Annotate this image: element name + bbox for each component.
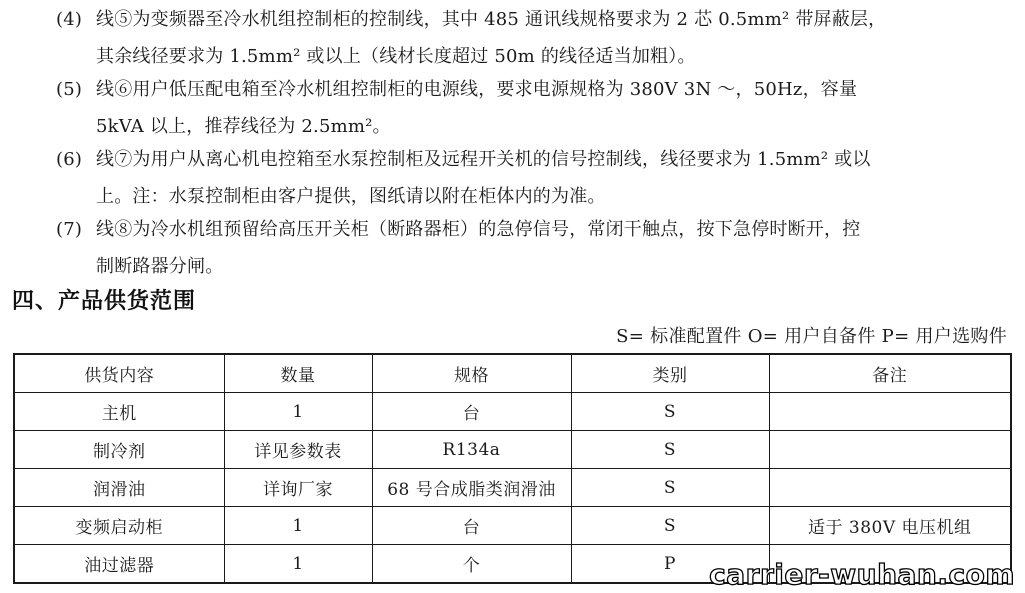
table-row [14,507,1011,545]
item-text-line2: 制断路器分闸。 [96,256,224,277]
table-cell: S [571,507,769,545]
table-cell: S [571,469,769,507]
table-row [14,393,1011,431]
item-number: (5) [56,79,83,100]
table-header-row [14,354,1011,393]
header-cell-content: 供货内容 [14,354,224,393]
table-cell: 详见参数表 [224,431,372,469]
item-text-line1: 线⑧为冷水机组预留给高压开关柜（断路器柜）的急停信号，常闭干触点，按下急停时断开，控 [96,219,861,240]
item-number: (6) [56,149,83,170]
table-cell: 68 号合成脂类润滑油 [372,469,571,507]
header-cell-remarks: 备注 [769,354,1011,393]
item-text-line2: 上。注：水泵控制柜由客户提供，图纸请以附在柜体内的为准。 [96,186,606,207]
header-cell-quantity: 数量 [224,354,372,393]
section-heading: 四、产品供货范围 [12,289,197,314]
list-item-6 [56,141,1011,215]
table-cell: 详询厂家 [224,469,372,507]
table-cell: 个 [372,545,571,584]
table-cell: 主机 [14,393,224,431]
table-cell [769,469,1011,507]
table-cell [769,393,1011,431]
table-row [14,431,1011,469]
table-cell: S [571,431,769,469]
table-cell: 台 [372,393,571,431]
item-text-line2: 其余线径要求为 1.5mm² 或以上（线材长度超过 50m 的线径适当加粗）。 [96,46,696,67]
table-cell: 变频启动柜 [14,507,224,545]
category-legend: S= 标准配置件 O= 用户自备件 P= 用户选购件 [616,326,1007,347]
item-number: (4) [56,9,83,30]
table-cell: P [571,545,769,584]
table-cell: 制冷剂 [14,431,224,469]
table-cell: 1 [224,545,372,584]
item-number: (7) [56,219,83,240]
table-cell: 油过滤器 [14,545,224,584]
table-cell: 1 [224,393,372,431]
table-row [14,469,1011,507]
supply-scope-table [13,353,1012,584]
table-cell: 台 [372,507,571,545]
table-cell: 1 [224,507,372,545]
item-text-line1: 线⑥用户低压配电箱至冷水机组控制柜的电源线，要求电源规格为 380V 3N ～，50Hz，容量 [96,79,858,100]
list-item-7 [56,211,1011,285]
table-cell: S [571,393,769,431]
header-cell-spec: 规格 [372,354,571,393]
table-cell: 适于 380V 电压机组 [769,507,1011,545]
list-item-4 [56,1,1011,75]
item-text-line2: 5kVA 以上，推荐线径为 2.5mm²。 [96,116,391,137]
table-cell: 润滑油 [14,469,224,507]
site-watermark: carrier-wuhan.com [709,558,1015,591]
table-cell: R134a [372,431,571,469]
item-text-line1: 线⑤为变频器至冷水机组控制柜的控制线，其中 485 通讯线规格要求为 2 芯 0.5mm² 带屏蔽层， [96,9,887,30]
header-cell-category: 类别 [571,354,769,393]
list-item-5 [56,71,1011,145]
table-cell [769,431,1011,469]
item-text-line1: 线⑦为用户从离心机电控箱至水泵控制柜及远程开关机的信号控制线，线径要求为 1.5mm² 或以 [96,149,871,170]
